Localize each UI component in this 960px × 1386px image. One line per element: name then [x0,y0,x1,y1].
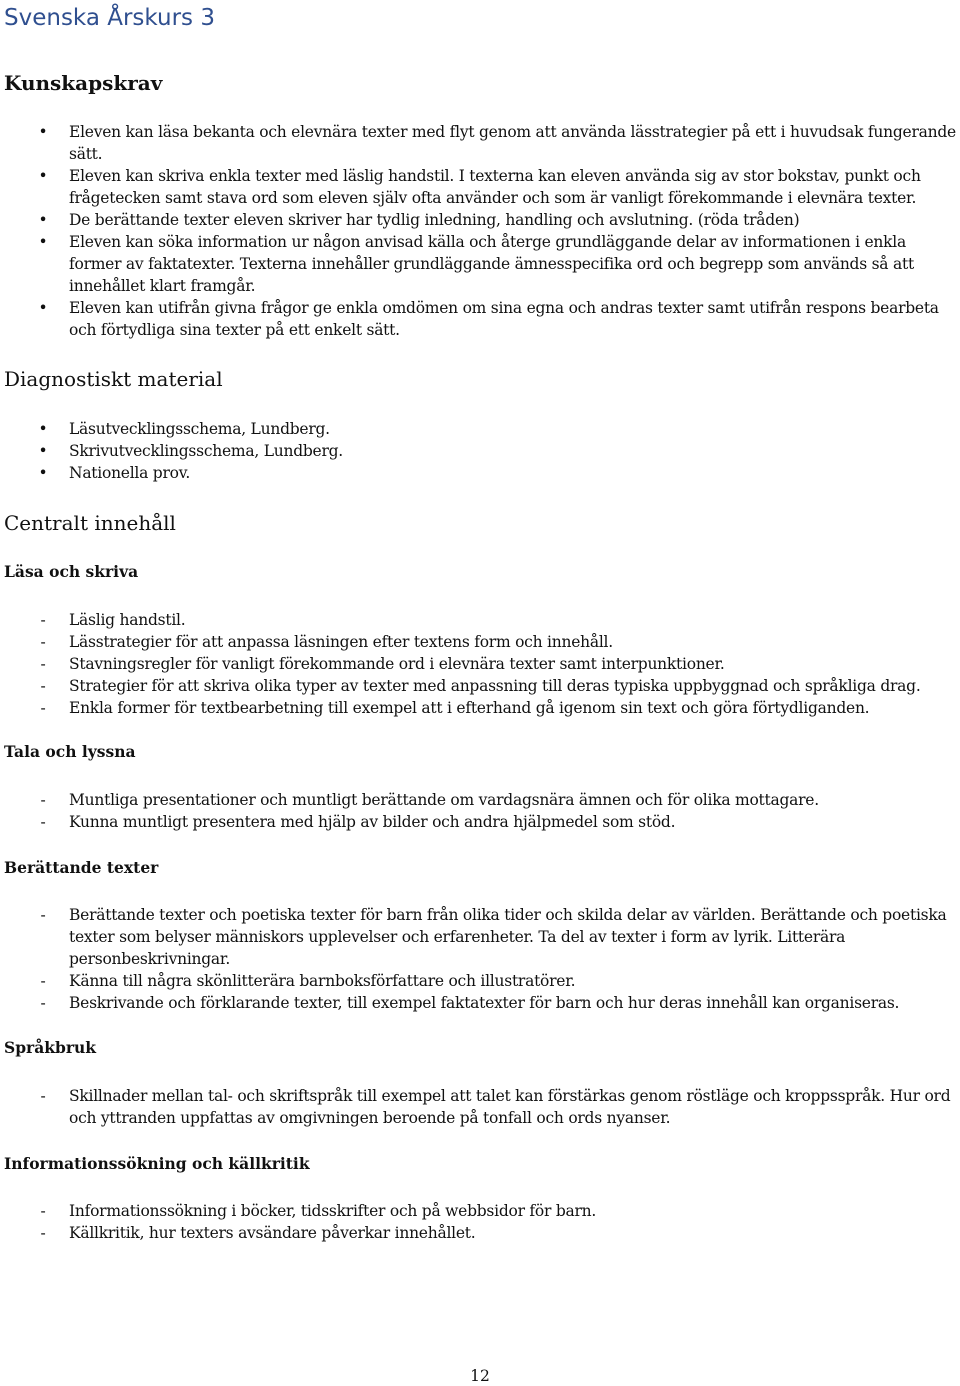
list-item: - Kunna muntligt presentera med hjälp av bilder och andra hjälpmedel som stöd. [0,811,958,833]
heading-berattande-texter: Berättande texter [4,858,159,877]
list-sprakbruk [0,1085,958,1129]
list-item: - Källkritik, hur texters avsändare påverkar innehållet. [0,1222,958,1244]
list-item: - Berättande texter och poetiska texter för barn från olika tider och skilda delar av världen. Berättande och poetiska texter som belyser människors upplevelser och erfarenheter. Ta del av texter i form av lyrik. Litterära personbeskrivningar. [0,904,958,970]
list-item: • Nationella prov. [38,464,191,482]
list-diagnostiskt [0,418,958,484]
list-item: - Läslig handstil. [0,609,958,631]
bullet-icon: • [38,233,48,251]
bullet-icon: • [38,123,48,141]
list-item: • Skrivutvecklingsschema, Lundberg. [38,442,343,460]
bullet-icon: • [38,420,48,438]
heading-kunskapskrav: Kunskapskrav [4,71,163,95]
list-kunskapskrav [0,121,958,341]
dash-icon: - [40,1224,46,1242]
list-item: - Beskrivande och förklarande texter, till exempel faktatexter för barn och hur deras innehåll kan organiseras. [0,992,958,1014]
dash-icon: - [40,994,46,1012]
dash-icon: - [40,677,46,695]
list-item: - Strategier för att skriva olika typer av texter med anpassning till deras typiska uppbyggnad och språkliga drag. [0,675,958,697]
dash-icon: - [40,791,46,809]
list-item: - Informationssökning i böcker, tidsskrifter och på webbsidor för barn. [0,1200,958,1222]
heading-centralt-innehall: Centralt innehåll [4,511,176,535]
list-lasa-och-skriva [0,609,958,719]
document-title: Svenska Årskurs 3 [4,5,215,31]
bullet-icon: • [38,442,48,460]
dash-icon: - [40,633,46,651]
dash-icon: - [40,699,46,717]
page-number: 12 [470,1367,490,1385]
list-item: • Eleven kan läsa bekanta och elevnära texter med flyt genom att använda lässtrategier på ett i huvudsak fungerande sätt. [38,123,956,163]
list-informationssokning [0,1200,958,1244]
bullet-icon: • [38,464,48,482]
list-item: - Muntliga presentationer och muntligt berättande om vardagsnära ämnen och för olika mottagare. [0,789,958,811]
list-item: • Eleven kan utifrån givna frågor ge enkla omdömen om sina egna och andras texter samt utifrån respons bearbeta och förtydliga sina texter på ett enkelt sätt. [38,299,939,339]
list-item: - Känna till några skönlitterära barnboksförfattare och illustratörer. [0,970,958,992]
dash-icon: - [40,611,46,629]
dash-icon: - [40,813,46,831]
list-berattande-texter [0,904,958,1014]
list-tala-och-lyssna [0,789,958,833]
list-item: • De berättande texter eleven skriver har tydlig inledning, handling och avslutning. (röda tråden) [38,211,800,229]
dash-icon: - [40,1202,46,1220]
list-item: - Enkla former för textbearbetning till exempel att i efterhand gå igenom sin text och göra förtydliganden. [0,697,958,719]
list-item: • Eleven kan skriva enkla texter med läslig handstil. I texterna kan eleven använda sig av stor bokstav, punkt och frågetecken samt stava ord som eleven själv ofta använder och som är vanligt förekommande i elevnära texter. [38,167,921,207]
heading-diagnostiskt: Diagnostiskt material [4,367,223,391]
heading-sprakbruk: Språkbruk [4,1038,96,1057]
heading-informationssokning: Informationssökning och källkritik [4,1154,310,1173]
heading-tala-och-lyssna: Tala och lyssna [4,742,136,761]
dash-icon: - [40,1087,46,1105]
list-item: - Stavningsregler för vanligt förekommande ord i elevnära texter samt interpunktioner. [0,653,958,675]
bullet-icon: • [38,211,48,229]
list-item: - Skillnader mellan tal- och skriftspråk till exempel att talet kan förstärkas genom röstläge och kroppsspråk. Hur ord och yttranden uppfattas av omgivningen beroende på tonfall och ords nyanser. [0,1085,958,1129]
heading-lasa-och-skriva: Läsa och skriva [4,562,139,581]
bullet-icon: • [38,299,48,317]
dash-icon: - [40,655,46,673]
list-item: • Läsutvecklingsschema, Lundberg. [38,420,330,438]
dash-icon: - [40,906,46,924]
list-item: • Eleven kan söka information ur någon anvisad källa och återge grundläggande delar av informationen i enkla former av faktatexter. Texterna innehåller grundläggande ämnesspecifika ord och begrepp som används så att innehållet klart framgår. [38,233,914,295]
bullet-icon: • [38,167,48,185]
dash-icon: - [40,972,46,990]
list-item: - Lässtrategier för att anpassa läsningen efter textens form och innehåll. [0,631,958,653]
